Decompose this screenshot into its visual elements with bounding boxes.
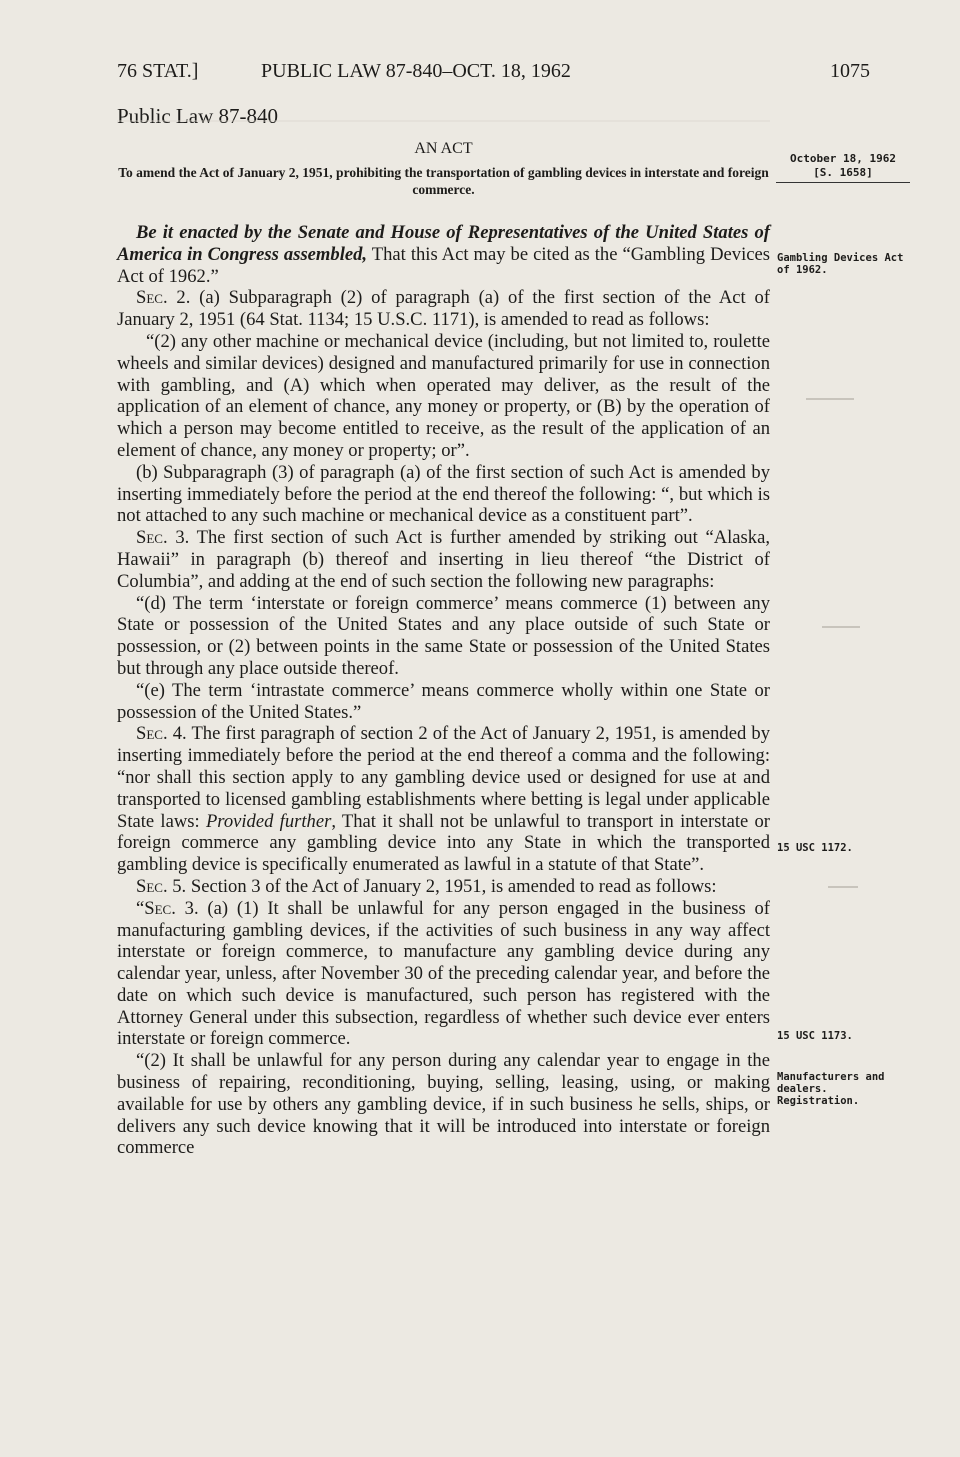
bill-number: [S. 1658] <box>813 166 873 179</box>
margin-date-note <box>776 152 910 183</box>
page-number: 1075 <box>830 60 870 82</box>
section-2a-quote: “(2) any other machine or mechanical device (including, but not limited to, roulette wheels and similar devices) designed and manufactured primarily for use in connection with gambling, and (A) which when operated may deliver, as the result of the application of an element of chance, any money or property, or (B) by the operation of which a person may become entitled to receive, as the result of the application of an element of chance, any money or property; or”. <box>117 330 770 461</box>
section-5 <box>117 876 770 898</box>
enacting-clause <box>117 222 770 287</box>
section-text: , That it shall not be unlawful to transport in interstate or foreign commerce any gambling device into any State in which the transported gambling device is specifically enumerated as lawful in a statute of that State”. <box>117 810 770 876</box>
section-2a <box>117 287 770 331</box>
margin-note-usc-1173: 15 USC 1173. <box>777 1030 853 1042</box>
section-text: 5. Section 3 of the Act of January 2, 1951, is amended to read as follows: <box>167 875 717 897</box>
section-5-subsection-a1 <box>117 898 770 1051</box>
margin-note-short-title: Gambling Devices Act of 1962. <box>777 252 904 276</box>
bleed-through-mark <box>828 886 858 888</box>
enactment-date: October 18, 1962 <box>790 152 896 165</box>
section-3-paragraph-d: “(d) The term ‘interstate or foreign commerce’ means commerce (1) between any State or possession of the United States and any place outside of such State or possession, or (2) between points in the same State or possession of the United States but through any place outside thereof. <box>117 592 770 679</box>
section-label: Sec. <box>136 287 168 309</box>
section-2b: (b) Subparagraph (3) of paragraph (a) of the first section of such Act is amended by inserting immediately before the period at the end thereof the following: “, but which is not attached to any such machine or mechanical device as a constituent part”. <box>117 461 770 527</box>
act-purpose: To amend the Act of January 2, 1951, prohibiting the transportation of gambling devices in interstate and foreign commerce. <box>118 165 769 197</box>
section-label: Sec. <box>136 723 168 745</box>
margin-note-manufacturers: Manufacturers and dealers. Registration. <box>777 1071 885 1107</box>
public-law-number: Public Law 87-840 <box>117 104 278 128</box>
section-text: 2. (a) Subparagraph (2) of paragraph (a) of the first section of the Act of January 2, 1951 (64 Stat. 1134; 15 U.S.C. 1171), is amended to read as follows: <box>117 287 770 331</box>
margin-note-usc-1172: 15 USC 1172. <box>777 842 853 854</box>
proviso-italic: Provided further <box>205 810 332 832</box>
volume-reference: 76 STAT.] <box>117 60 199 82</box>
section-text: 3. (a) (1) It shall be unlawful for any person engaged in the business of manufacturing gambling devices, if the activities of such business in any way affect interstate or foreign commerce, to manufacture any gambling device during any calendar year, unless, after November 30 of the preceding calendar year, and before the date on which such device is manufactured, such person has registered with the Attorney General under this subsection, regardless of whether such device ever enters interstate or foreign commerce. <box>117 897 770 1050</box>
section-3 <box>117 527 770 592</box>
bleed-through-mark <box>117 120 770 122</box>
section-3-paragraph-e: “(e) The term ‘intrastate commerce’ means commerce wholly within one State or possession of the United States.” <box>117 679 770 723</box>
section-label: Sec. <box>136 527 168 549</box>
act-body <box>117 222 770 1159</box>
section-text: 3. The first section of such Act is further amended by striking out “Alaska, Hawaii” in paragraph (b) thereof and inserting in lieu thereof “the District of Columbia”, and adding at the end of such section the following new paragraphs: <box>117 527 770 592</box>
act-title: AN ACT <box>414 140 473 157</box>
bleed-through-mark <box>822 626 860 628</box>
section-4 <box>117 723 770 876</box>
section-label: Sec. <box>136 875 168 897</box>
running-title: PUBLIC LAW 87-840–OCT. 18, 1962 <box>261 60 571 82</box>
section-label: “Sec. <box>136 897 176 919</box>
section-text: 4. The first paragraph of section 2 of the Act of January 2, 1951, is amended by inserting immediately before the period at the end thereof a comma and the following: “nor shall this section apply to any gambling device used or designed for use at and transported to licensed gambling establishments where betting is legal under applicable State laws: <box>117 723 770 832</box>
enacting-formula: Be it enacted by the Senate and House of Representatives of the United States of America in Congress assembled, <box>117 222 770 265</box>
page-header <box>117 60 912 90</box>
section-5-subsection-a2: “(2) It shall be unlawful for any person during any calendar year to engage in the business of repairing, reconditioning, buying, selling, leasing, using, or making available for use by others any gambling device, if in such business he sells, ships, or delivers any such device knowing that it will be introduced into interstate or foreign commerce <box>117 1050 770 1159</box>
bleed-through-mark <box>806 398 854 400</box>
short-title-clause: That this Act may be cited as the “Gambling Devices Act of 1962.” <box>117 243 771 287</box>
